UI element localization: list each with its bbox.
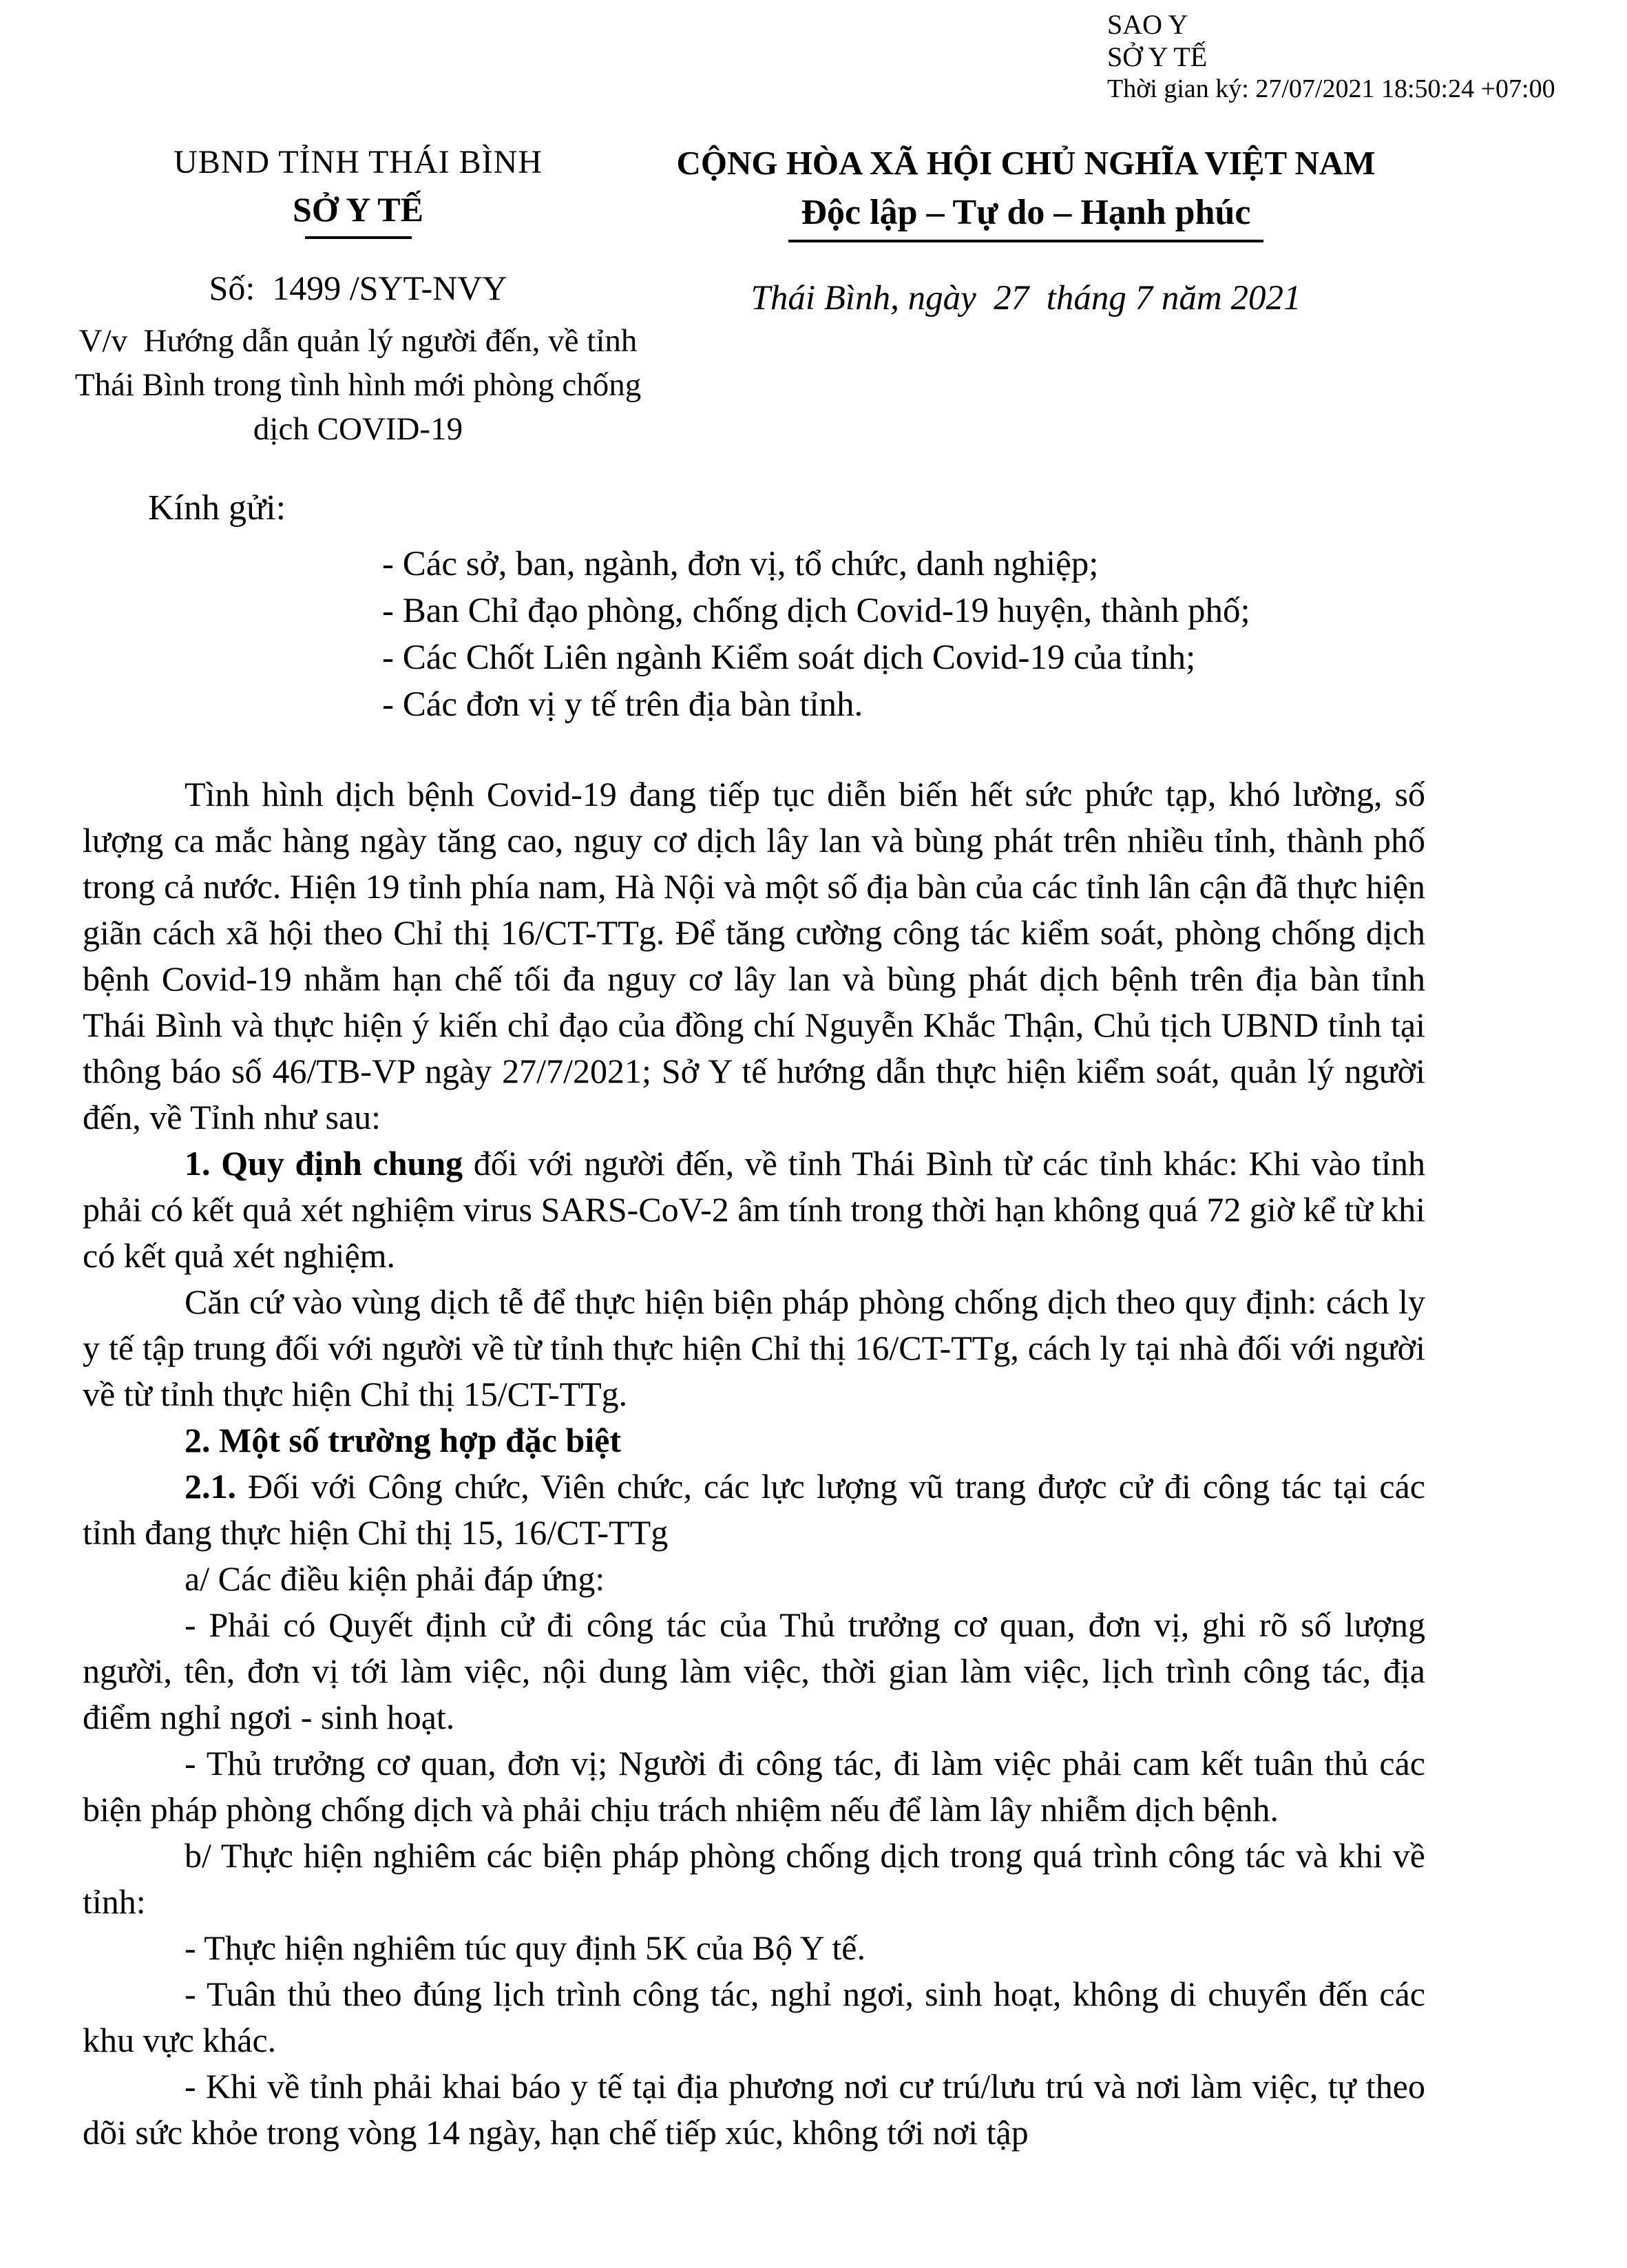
- body-paragraph: [83, 1556, 1425, 1602]
- national-motto: Độc lập – Tự do – Hạnh phúc: [801, 193, 1251, 232]
- body-paragraph: [83, 1971, 1425, 2063]
- stamp-copy-label: SAO Y: [1107, 9, 1188, 40]
- recipient-item: - Các Chốt Liên ngành Kiểm soát dịch Covid-19 của tỉnh;: [382, 638, 1196, 677]
- national-title: CỘNG HÒA XÃ HỘI CHỦ NGHĨA VIỆT NAM: [676, 144, 1376, 182]
- document-number: Số: 1499 /SYT-NVY: [209, 269, 507, 307]
- org-name: SỞ Y TẾ: [293, 190, 423, 229]
- paragraph-text: Đối với Công chức, Viên chức, các lực lượng vũ trang được cử đi công tác tại các tỉnh đang thực hiện Chỉ thị 15, 16/CT-TTg: [83, 1467, 1425, 1552]
- place-date-line: Thái Bình, ngày 27 tháng 7 năm 2021: [750, 279, 1301, 318]
- paragraph-bold-lead: 2.1.: [185, 1467, 236, 1506]
- stamp-org-name: SỞ Y TẾ: [1107, 41, 1208, 72]
- body-paragraph: [83, 1833, 1425, 1925]
- paragraph-text: - Tuân thủ theo đúng lịch trình công tác, nghỉ ngơi, sinh hoạt, không di chuyển đến các khu vực khác.: [83, 1975, 1425, 2059]
- digital-signature-stamp: [1107, 8, 1555, 105]
- header-left-column: [69, 143, 647, 451]
- paragraph-text: a/ Các điều kiện phải đáp ứng:: [185, 1559, 605, 1598]
- org-name-underline: [305, 236, 412, 239]
- paragraph-text: - Phải có Quyết định cử đi công tác của Thủ trưởng cơ quan, đơn vị, ghi rõ số lượng người, tên, đơn vị tới làm việc, nội dung làm việc, thời gian làm việc, lịch trình công tác, địa điểm nghỉ ngơi - sinh hoạt.: [83, 1605, 1425, 1736]
- body-paragraph: [83, 1464, 1425, 1556]
- body-paragraph: [83, 1141, 1425, 1279]
- paragraph-text: đối với người đến, về tỉnh Thái Bình từ các tỉnh khác: Khi vào tỉnh phải có kết quả xét nghiệm virus SARS-CoV-2 âm tính trong thời hạn không quá 72 giờ kể từ khi có kết quả xét nghiệm.: [83, 1144, 1425, 1275]
- body-paragraph: [83, 1602, 1425, 1740]
- recipient-list: [382, 541, 1250, 728]
- body-paragraph: [83, 1417, 1425, 1464]
- document-subject: V/v Hướng dẫn quản lý người đến, về tỉnh Thái Bình trong tình hình mới phòng chống dịch COVID-19: [74, 323, 649, 447]
- paragraph-text: - Khi về tỉnh phải khai báo y tế tại địa phương nơi cư trú/lưu trú và nơi làm việc, tự theo dõi sức khỏe trong vòng 14 ngày, hạn chế tiếp xúc, không tới nơi tập: [83, 2067, 1425, 2152]
- body-paragraph: [83, 771, 1425, 1141]
- paragraph-text: - Thực hiện nghiêm túc quy định 5K của Bộ Y tế.: [185, 1928, 865, 1967]
- stamp-sign-time: Thời gian ký: 27/07/2021 18:50:24 +07:00: [1107, 74, 1555, 103]
- document-body: [83, 771, 1425, 2156]
- recipient-item: - Ban Chỉ đạo phòng, chống dịch Covid-19 huyện, thành phố;: [382, 592, 1250, 630]
- paragraph-bold-lead: 1. Quy định chung: [185, 1144, 463, 1183]
- header-right-column: [606, 143, 1446, 318]
- paragraph-text: Căn cứ vào vùng dịch tễ để thực hiện biện pháp phòng chống dịch theo quy định: cách ly y tế tập trung đối với người về từ tỉnh thực hiện Chỉ thị 16/CT-TTg, cách ly tại nhà đối với người về từ tỉnh thực hiện Chỉ thị 15/CT-TTg.: [83, 1282, 1425, 1413]
- body-paragraph: [83, 1279, 1425, 1417]
- body-paragraph: [83, 1925, 1425, 1971]
- paragraph-text: b/ Thực hiện nghiêm các biện pháp phòng chống dịch trong quá trình công tác và khi về tỉnh:: [83, 1836, 1425, 1921]
- paragraph-text: Tình hình dịch bệnh Covid-19 đang tiếp tục diễn biến hết sức phức tạp, khó lường, số lượng ca mắc hàng ngày tăng cao, nguy cơ dịch lây lan và bùng phát trên nhiều tỉnh, thành phố trong cả nước. Hiện 19 tỉnh phía nam, Hà Nội và một số địa bàn của các tỉnh lân cận đã thực hiện giãn cách xã hội theo Chỉ thị 16/CT-TTg. Để tăng cường công tác kiểm soát, phòng chống dịch bệnh Covid-19 nhằm hạn chế tối đa nguy cơ lây lan và bùng phát dịch bệnh trên địa bàn tỉnh Thái Bình và thực hiện ý kiến chỉ đạo của đồng chí Nguyễn Khắc Thận, Chủ tịch UBND tỉnh tại thông báo số 46/TB-VP ngày 27/7/2021; Sở Y tế hướng dẫn thực hiện kiểm soát, quản lý người đến, về Tỉnh như sau:: [83, 775, 1425, 1136]
- body-paragraph: [83, 1740, 1425, 1833]
- paragraph-bold-lead: 2. Một số trường hợp đặc biệt: [185, 1421, 621, 1459]
- body-paragraph: [83, 2063, 1425, 2156]
- salutation: Kính gửi:: [148, 488, 286, 528]
- motto-underline: [788, 240, 1263, 242]
- recipient-item: - Các đơn vị y tế trên địa bàn tỉnh.: [382, 685, 863, 724]
- org-parent-name: UBND TỈNH THÁI BÌNH: [174, 144, 543, 180]
- paragraph-text: - Thủ trưởng cơ quan, đơn vị; Người đi công tác, đi làm việc phải cam kết tuân thủ các biện pháp phòng chống dịch và phải chịu trách nhiệm nếu để làm lây nhiễm dịch bệnh.: [83, 1744, 1425, 1829]
- recipient-item: - Các sở, ban, ngành, đơn vị, tổ chức, danh nghiệp;: [382, 545, 1099, 583]
